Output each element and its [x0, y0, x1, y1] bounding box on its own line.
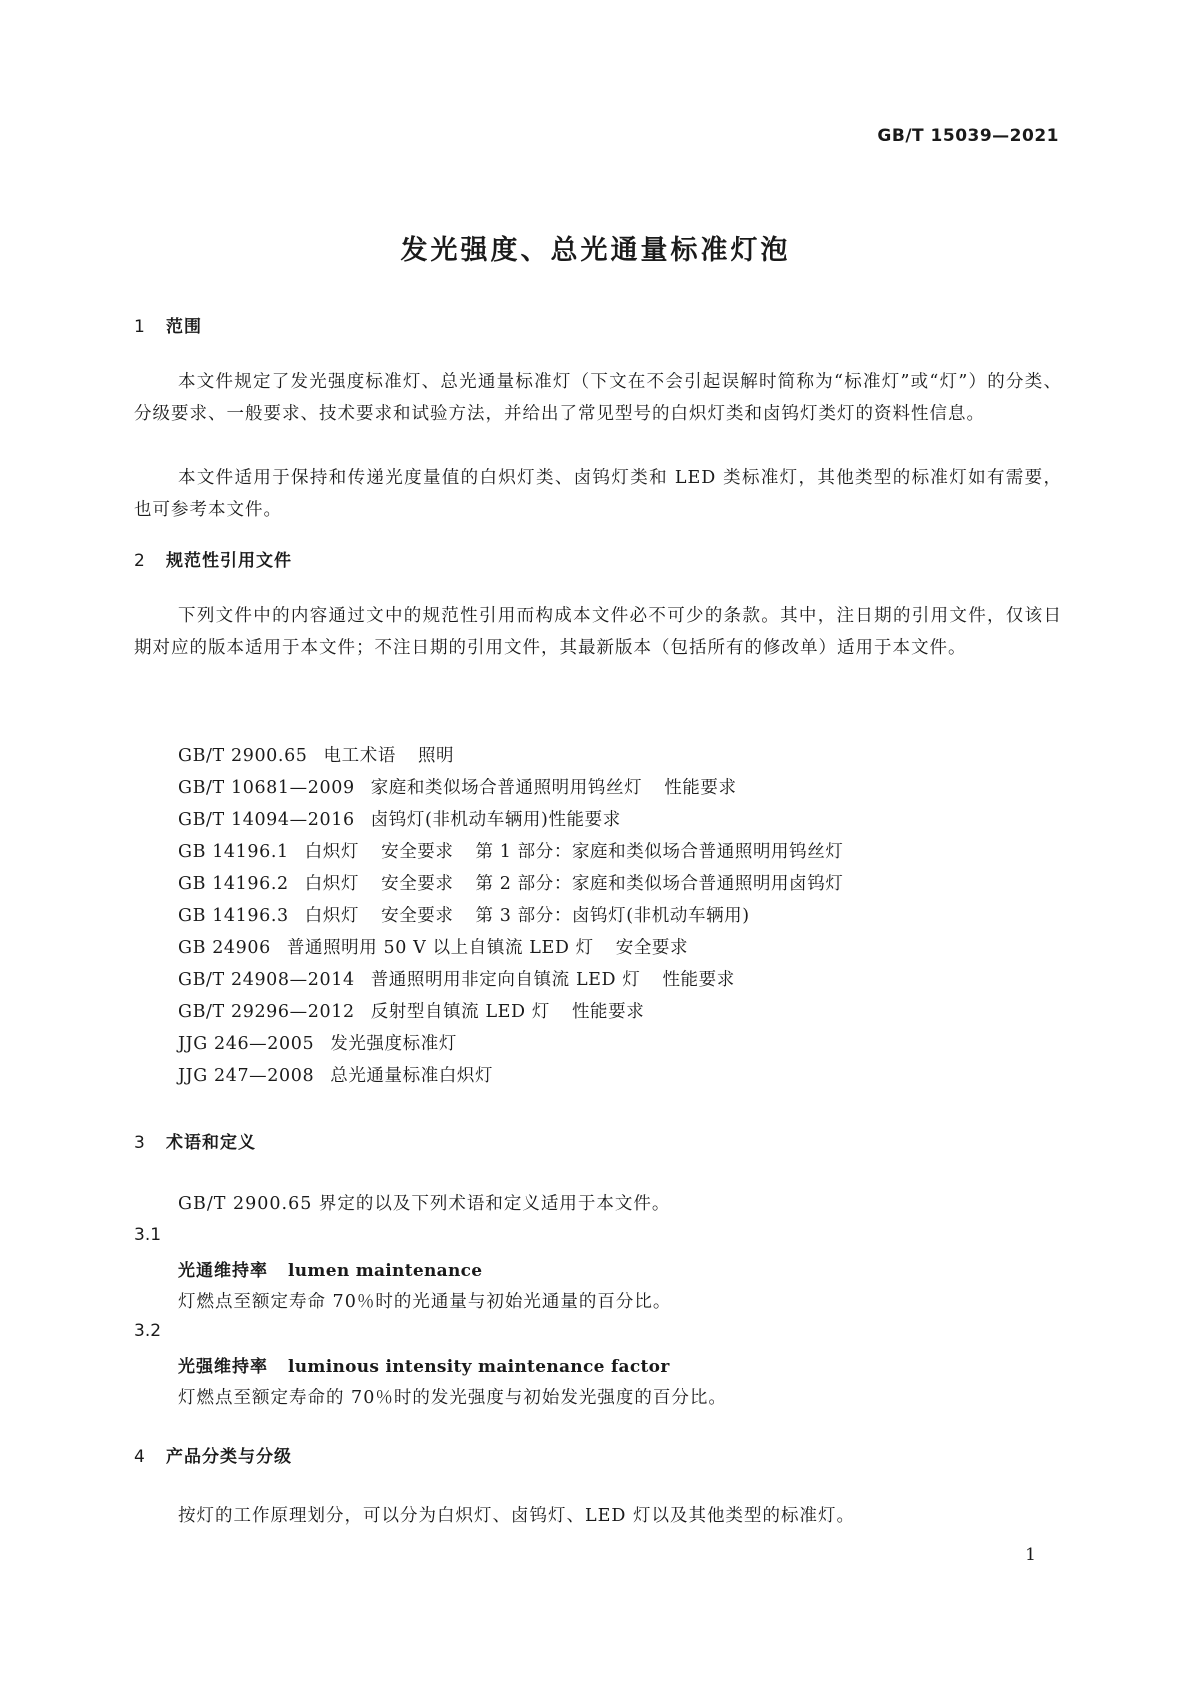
- term-definition: 灯燃点至额定寿命的 70％时的发光强度与初始发光强度的百分比。: [178, 1388, 727, 1408]
- reference-code: GB/T 29296—2012: [178, 1002, 355, 1022]
- reference-code: JJG 246—2005: [178, 1034, 315, 1054]
- reference-title: 普通照明用非定向自镇流 LED 灯: [370, 970, 641, 990]
- standard-code: GB/T 15039—2021: [877, 126, 1059, 146]
- term-number: 3.2: [134, 1321, 162, 1341]
- reference-code: GB 14196.2: [178, 874, 289, 894]
- reference-title: 发光强度标准灯: [330, 1034, 457, 1054]
- reference-item: [178, 900, 843, 932]
- term-name-zh: 光强维持率: [178, 1357, 268, 1377]
- reference-title: 白炽灯: [304, 842, 360, 862]
- term-number: 3.1: [134, 1225, 162, 1245]
- reference-title: 第 1 部分：家庭和类似场合普通照明用钨丝灯: [475, 842, 844, 862]
- reference-title: 安全要求: [381, 906, 454, 926]
- reference-item: [178, 740, 843, 772]
- section-number: 1: [134, 317, 146, 337]
- reference-item: [178, 1060, 843, 1092]
- reference-title: 总光通量标准白炽灯: [330, 1066, 494, 1086]
- reference-code: GB 24906: [178, 938, 271, 958]
- term-definition: 灯燃点至额定寿命 70％时的光通量与初始光通量的百分比。: [178, 1292, 672, 1312]
- reference-title: 性能要求: [664, 778, 737, 798]
- reference-item: [178, 932, 843, 964]
- reference-title: 反射型自镇流 LED 灯: [370, 1002, 550, 1022]
- section-title: 术语和定义: [166, 1133, 256, 1153]
- reference-item: [178, 836, 843, 868]
- reference-title: 安全要求: [381, 874, 454, 894]
- reference-item: [178, 1028, 843, 1060]
- term-name-en: lumen maintenance: [288, 1261, 483, 1281]
- reference-title: 安全要求: [615, 938, 689, 958]
- reference-title: 第 3 部分：卤钨灯(非机动车辆用): [475, 906, 750, 926]
- scope-paragraph-2: 本文件适用于保持和传递光度量值的白炽灯类、卤钨灯类和 LED 类标准灯，其他类型的标准灯如有需要，也可参考本文件。: [134, 468, 1062, 520]
- section-3-heading: [134, 1128, 256, 1153]
- reference-item: [178, 772, 843, 804]
- reference-code: GB 14196.1: [178, 842, 289, 862]
- reference-title: 照明: [417, 746, 455, 766]
- term-name: [178, 1256, 482, 1281]
- reference-code: GB/T 10681—2009: [178, 778, 355, 798]
- term-name: [178, 1352, 670, 1377]
- references-intro: 下列文件中的内容通过文中的规范性引用而构成本文件必不可少的条款。其中，注日期的引用文件，仅该日期对应的版本适用于本文件；不注日期的引用文件，其最新版本（包括所有的修改单）适用于本文件。: [134, 606, 1062, 658]
- reference-title: 白炽灯: [304, 906, 360, 926]
- reference-title: 性能要求: [571, 1002, 645, 1022]
- reference-title: 白炽灯: [304, 874, 360, 894]
- reference-title: 安全要求: [381, 842, 454, 862]
- reference-title: 卤钨灯(非机动车辆用)性能要求: [370, 810, 621, 830]
- reference-code: JJG 247—2008: [178, 1066, 315, 1086]
- section-title: 范围: [166, 317, 202, 337]
- section-2-heading: [134, 546, 292, 571]
- classification-paragraph: 按灯的工作原理划分，可以分为白炽灯、卤钨灯、LED 灯以及其他类型的标准灯。: [178, 1506, 855, 1526]
- reference-item: [178, 868, 843, 900]
- reference-item: [178, 804, 843, 836]
- reference-title: 家庭和类似场合普通照明用钨丝灯: [370, 778, 643, 798]
- reference-code: GB/T 14094—2016: [178, 810, 355, 830]
- reference-title: 性能要求: [662, 970, 735, 990]
- section-number: 4: [134, 1447, 146, 1467]
- term-name-en: luminous intensity maintenance factor: [288, 1357, 670, 1377]
- reference-item: [178, 996, 843, 1028]
- section-number: 3: [134, 1133, 146, 1153]
- reference-item: [178, 964, 843, 996]
- reference-title: 电工术语: [323, 746, 396, 766]
- reference-code: GB 14196.3: [178, 906, 289, 926]
- reference-title: 第 2 部分：家庭和类似场合普通照明用卤钨灯: [475, 874, 844, 894]
- document-title: 发光强度、总光通量标准灯泡: [400, 235, 791, 266]
- reference-list: [178, 740, 843, 1092]
- reference-code: GB/T 2900.65: [178, 746, 308, 766]
- section-1-heading: [134, 312, 202, 337]
- page-number: 1: [1025, 1545, 1036, 1565]
- scope-paragraph-1: 本文件规定了发光强度标准灯、总光通量标准灯（下文在不会引起误解时简称为“标准灯”或“灯”）的分类、分级要求、一般要求、技术要求和试验方法，并给出了常见型号的白炽灯类和卤钨灯类灯的资料性信息。: [134, 372, 1062, 424]
- reference-code: GB/T 24908—2014: [178, 970, 355, 990]
- section-4-heading: [134, 1442, 292, 1467]
- section-number: 2: [134, 551, 146, 571]
- section-title: 产品分类与分级: [166, 1447, 292, 1467]
- section-title: 规范性引用文件: [166, 551, 292, 571]
- terms-intro: GB/T 2900.65 界定的以及下列术语和定义适用于本文件。: [178, 1194, 671, 1214]
- reference-title: 普通照明用 50 V 以上自镇流 LED 灯: [286, 938, 594, 958]
- term-name-zh: 光通维持率: [178, 1261, 268, 1281]
